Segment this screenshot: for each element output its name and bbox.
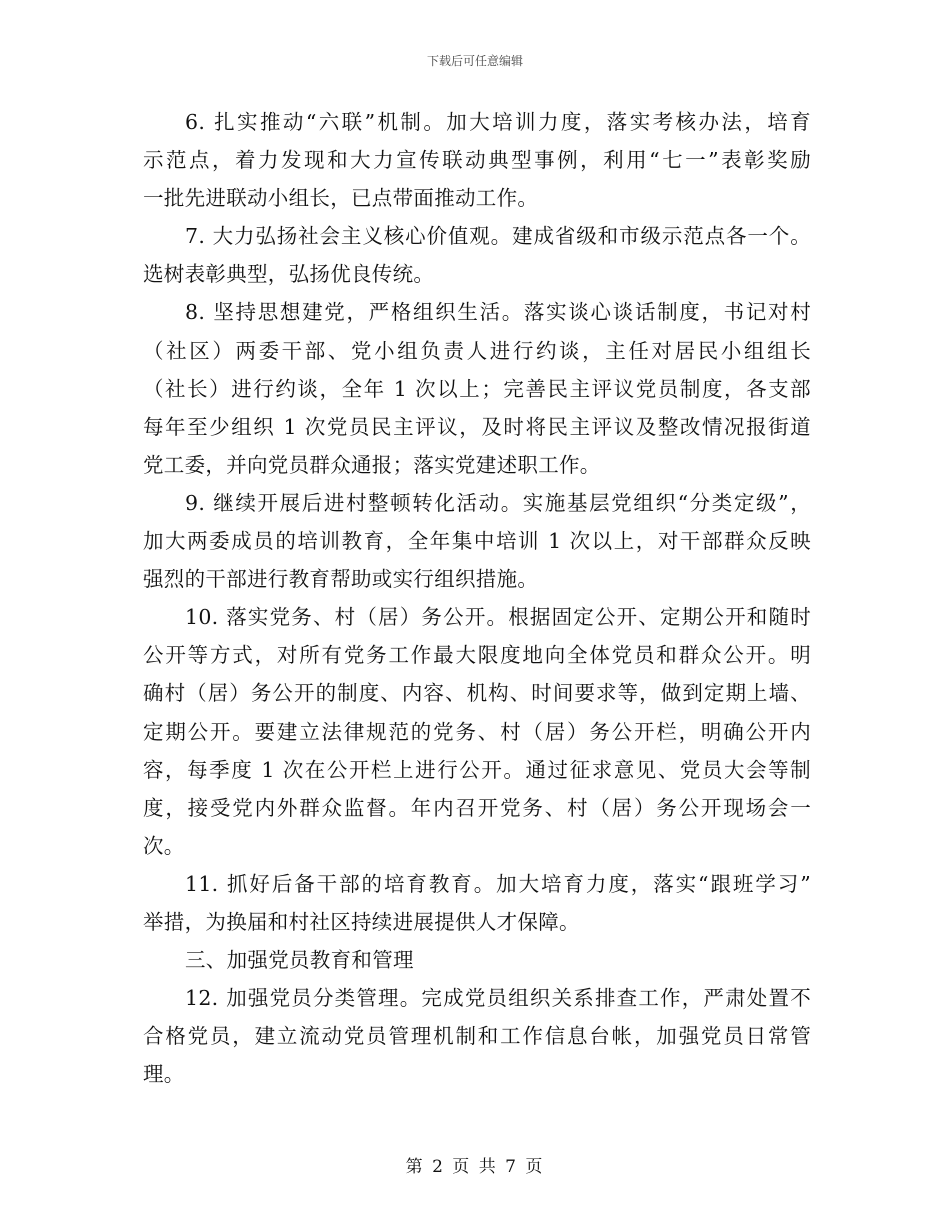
text-line: 确村（居）务公开的制度、内容、机构、时间要求等，做到定期上墙、 bbox=[143, 681, 811, 706]
text-line: 党工委，并向党员群众通报；落实党建述职工作。 bbox=[143, 452, 601, 477]
text-line: （社区）两委干部、党小组负责人进行约谈，主任对居民小组组长 bbox=[143, 338, 811, 363]
page-header: 下载后可任意编辑 bbox=[426, 54, 523, 68]
text-line: 合格党员，建立流动党员管理机制和工作信息台帐，加强党员日常管 bbox=[143, 1024, 811, 1049]
text-line: 三、加强党员教育和管理 bbox=[185, 948, 414, 973]
text-line: 示范点，着力发现和大力宣传联动典型事例，利用“七一”表彰奖励 bbox=[143, 148, 811, 173]
text-line: 次。 bbox=[143, 833, 185, 858]
text-line: 定期公开。要建立法律规范的党务、村（居）务公开栏，明确公开内 bbox=[143, 719, 811, 744]
text-line: 10. 落实党务、村（居）务公开。根据固定公开、定期公开和随时 bbox=[185, 605, 811, 630]
text-line: 6. 扎实推动“六联”机制。加大培训力度，落实考核办法，培育 bbox=[185, 110, 811, 134]
text-line: 理。 bbox=[143, 1062, 185, 1087]
text-line: 举措，为换届和村社区持续进展提供人才保障。 bbox=[143, 909, 580, 934]
text-line: 8. 坚持思想建党，严格组织生活。落实谈心谈话制度，书记对村 bbox=[185, 300, 811, 325]
text-line: 9. 继续开展后进村整顿转化活动。实施基层党组织“分类定级”， bbox=[185, 490, 811, 515]
text-line: 度，接受党内外群众监督。年内召开党务、村（居）务公开现场会一 bbox=[143, 795, 811, 820]
text-line: 7. 大力弘扬社会主义核心价值观。建成省级和市级示范点各一个。 bbox=[185, 224, 811, 249]
text-line: 公开等方式，对所有党务工作最大限度地向全体党员和群众公开。明 bbox=[143, 643, 811, 668]
text-line: 11. 抓好后备干部的培育教育。加大培育力度，落实“跟班学习” bbox=[185, 871, 811, 896]
page-number: 第 2 页 共 7 页 bbox=[405, 1157, 545, 1177]
text-line: 强烈的干部进行教育帮助或实行组织措施。 bbox=[143, 567, 539, 592]
text-line: 12. 加强党员分类管理。完成党员组织关系排查工作，严肃处置不 bbox=[185, 986, 811, 1011]
text-line: 加大两委成员的培训教育，全年集中培训 1 次以上，对干部群众反映 bbox=[143, 529, 811, 554]
text-line: 一批先进联动小组长，已点带面推动工作。 bbox=[143, 186, 539, 211]
text-line: 每年至少组织 1 次党员民主评议，及时将民主评议及整改情况报街道 bbox=[143, 414, 811, 439]
text-line: 选树表彰典型，弘扬优良传统。 bbox=[143, 262, 435, 287]
text-line: 容，每季度 1 次在公开栏上进行公开。通过征求意见、党员大会等制 bbox=[143, 757, 811, 782]
text-line: （社长）进行约谈，全年 1 次以上；完善民主评议党员制度，各支部 bbox=[143, 376, 811, 401]
document-body bbox=[143, 103, 811, 1093]
